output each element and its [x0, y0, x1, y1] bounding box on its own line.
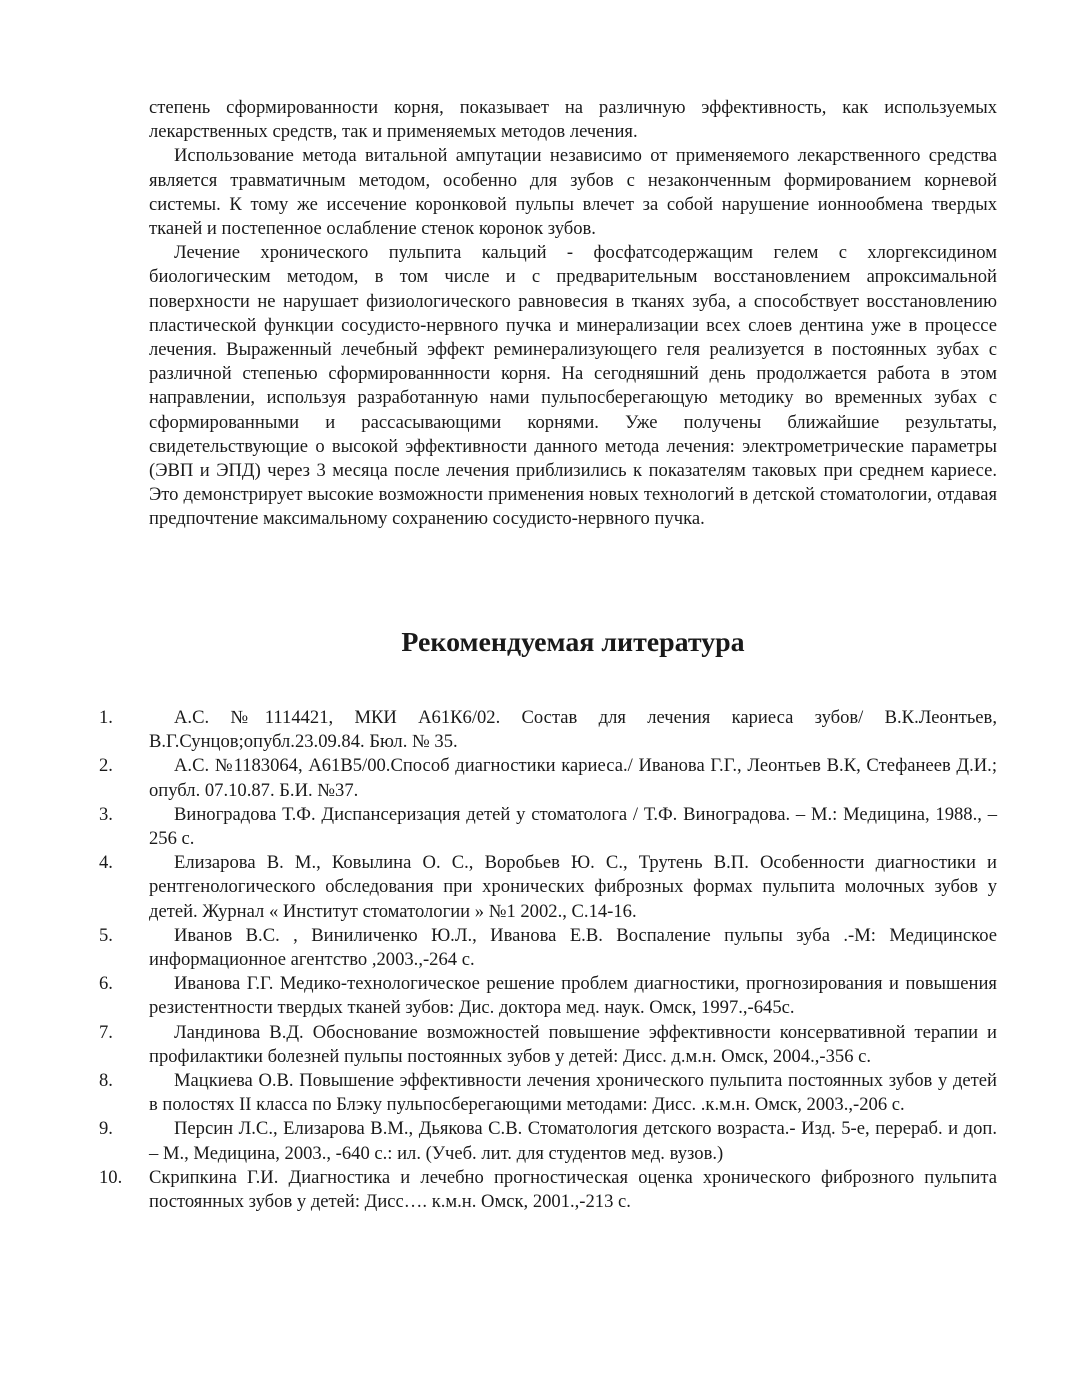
reference-text: Елизарова В. М., Ковылина О. С., Воробьев Ю. С., Трутень В.П. Особенности диагностики и рентгенологического обследования при хронических фиброзных формах пульпита молочных зубов у детей. Журнал « Институт стоматологии » №1 2002., С.14-16. — [149, 852, 997, 922]
reference-item — [99, 924, 997, 972]
reference-number: 2. — [99, 755, 113, 777]
body-paragraph: Лечение хронического пульпита кальций - фосфатсодержащим гелем с хлоргексидином биологическим методом, в том числе и с предварительным восстановлением апроксимальной поверхности не нарушает физиологического равновесия в тканях зуба, а способствует восстановлению пластической функции сосудисто-нервного пучка и минерализации всех слоев дентина уже в процессе лечения. Выраженный лечебный эффект реминерализующего геля реализуется в постоянных зубах с различной степенью сформированнности корня. На сегодняшний день продолжается работа в этом направлении, используя разработанную нами пульпосберегающую методику во временных зубах с сформированными и рассасывающими корнями. Уже получены ближайшие результаты, свидетельствующие о высокой эффективности данного метода лечения: электрометрические параметры (ЭВП и ЭПД) через 3 месяца после лечения приблизились к показателям таковых при среднем кариесе. Это демонстрирует высокие возможности применения новых технологий в детской стоматологии, отдавая предпочтение максимальному сохранению сосудисто-нервного пучка. — [149, 242, 997, 530]
reference-text: Виноградова Т.Ф. Диспансеризация детей у стоматолога / Т.Ф. Виноградова. – М.: Медицина, 1988., – 256 с. — [149, 803, 997, 850]
reference-text: Иванова Г.Г. Медико-технологическое решение проблем диагностики, прогнозирования и повышения резистентности твердых тканей зубов: Дис. доктора мед. наук. Омск, 1997.,-645с. — [149, 973, 997, 1019]
document-page — [99, 96, 997, 1213]
reference-text: А.С. №1114421, МКИ А61К6/02. Состав для лечения кариеса зубов/ В.К.Леонтьев, В.Г.Сунцов;опубл.23.09.84. Бюл. № 35. — [149, 707, 997, 753]
reference-item — [99, 803, 997, 851]
reference-number: 9. — [99, 1118, 113, 1140]
reference-item — [99, 754, 997, 802]
reference-number: 4. — [99, 852, 113, 874]
reference-number: 10. — [99, 1166, 123, 1188]
reference-item — [99, 972, 997, 1020]
reference-number: 1. — [99, 707, 113, 728]
reference-text: А.С. №1183064, А61В5/00.Способ диагностики кариеса./ Иванова Г.Г., Леонтьев В.К, Стефанеев Д.И.; опубл. 07.10.87. Б.И. №37. — [149, 755, 997, 801]
reference-text: Ландинова В.Д. Обоснование возможностей повышение эффективности консервативной терапии и профилактики болезней пульпы постоянных зубов у детей: Дисс. д.м.н. Омск, 2004.,-356 с. — [149, 1021, 997, 1067]
reference-number: 8. — [99, 1070, 113, 1092]
reference-number: 3. — [99, 803, 113, 825]
reference-item — [99, 851, 997, 924]
references-heading: Рекомендуемая литература — [401, 627, 745, 658]
reference-text: Скрипкина Г.И. Диагностика и лечебно прогностическая оценка хронического фиброзного пульпита постоянных зубов у детей: Дисс…. к.м.н. Омск, 2001.,-213 с. — [149, 1166, 997, 1213]
reference-item — [99, 1069, 997, 1117]
reference-item — [99, 1021, 997, 1069]
body-paragraph: степень сформированности корня, показывает на различную эффективность, как используемых лекарственных средств, так и применяемых методов лечения. — [149, 97, 997, 143]
reference-number: 6. — [99, 973, 113, 995]
reference-item — [99, 1166, 997, 1214]
reference-item — [99, 706, 997, 754]
reference-text: Иванов В.С. , Виниличенко Ю.Л., Иванова Е.В. Воспаление пульпы зуба .-М: Медицинское информационное агентство ,2003.,-264 с. — [149, 924, 997, 971]
reference-text: Персин Л.С., Елизарова В.М., Дьякова С.В. Стоматология детского возраста.- Изд. 5-е, перераб. и доп. – М., Медицина, 2003., -640 с.: ил. (Учеб. лит. для студентов мед. вузов.) — [149, 1118, 997, 1164]
reference-number: 5. — [99, 924, 113, 946]
reference-item — [99, 1117, 997, 1165]
body-paragraph: Использование метода витальной ампутации независимо от применяемого лекарственного средства является травматичным методом, особенно для зубов с незаконченным формированием корневой системы. К тому же иссечение коронковой пульпы влечет за собой нарушение ионнообмена твердых тканей и постепенное ослабление стенок коронок зубов. — [149, 145, 997, 240]
reference-number: 7. — [99, 1021, 113, 1043]
references-list — [99, 706, 997, 1214]
reference-text: Мацкиева О.В. Повышение эффективности лечения хронического пульпита постоянных зубов у детей в полостях II класса по Блэку пульпосберегающими методами: Дисс. .к.м.н. Омск, 2003.,-206 с. — [149, 1070, 997, 1116]
